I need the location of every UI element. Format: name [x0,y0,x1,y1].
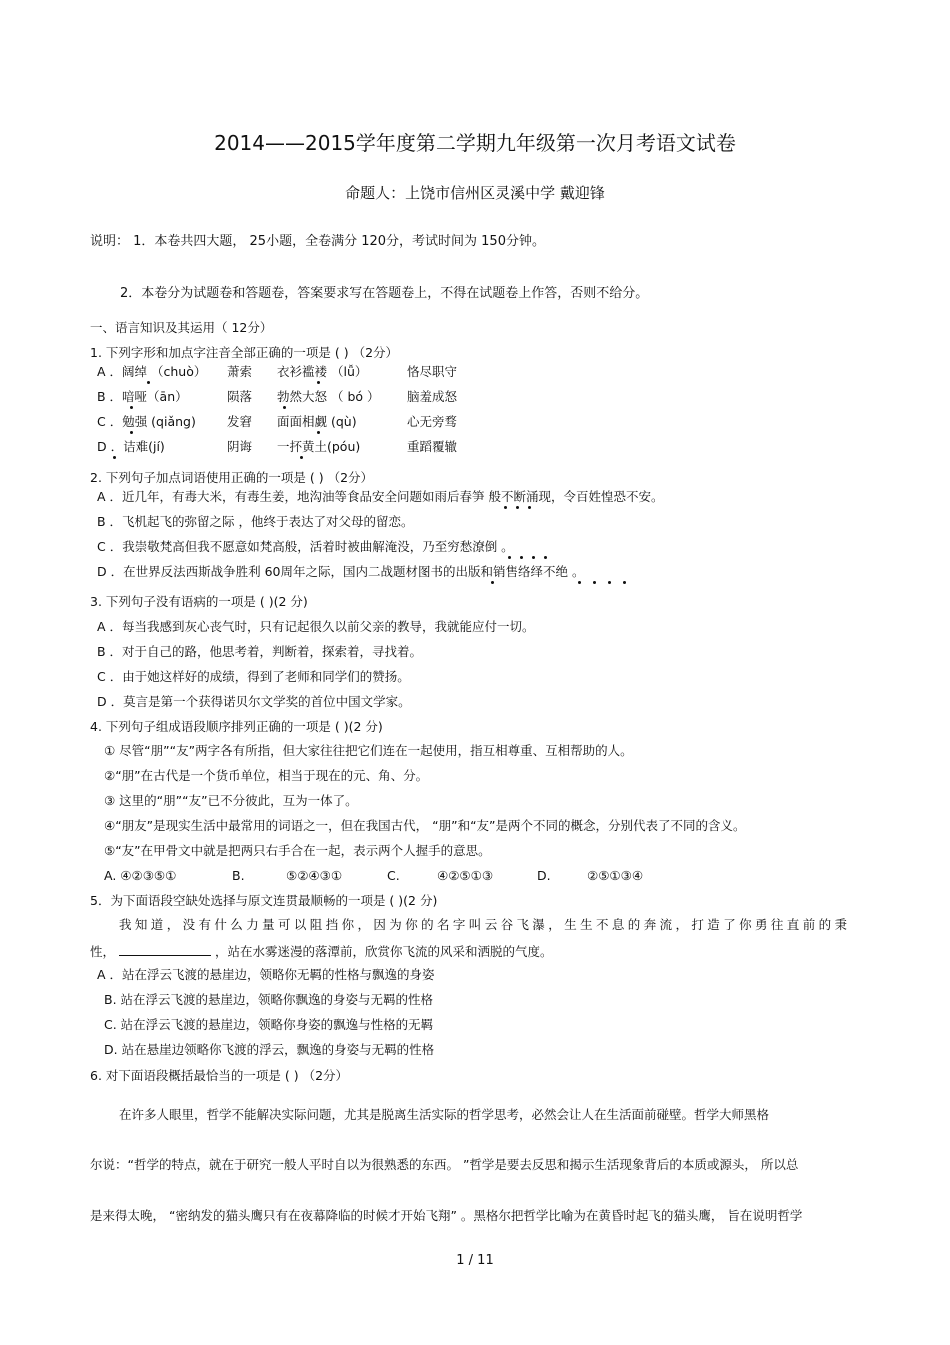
q1-option-b-col2: 陨落 [227,389,253,404]
q3-stem: 3. 下列句子没有语病的一项是 ( )(2 分) [90,594,308,609]
q4-item-2: ②“朋”在古代是一个货币单位，相当于现在的元、角、分。 [104,768,429,783]
q6-paragraph-line-1: 在许多人眼里，哲学不能解决实际问题，尤其是脱离生活实际的哲学思考，必然会让人在生活面前碰壁。哲学大师黑格 [119,1107,770,1122]
q5-paragraph-start: 性， [90,944,116,959]
q1-option-a-col4: 恪尽职守 [407,364,458,379]
q6-paragraph-line-2: 尔说：“哲学的特点，就在于研究一般人平时自以为很熟悉的东西。 ”哲学是要去反思和揭示生活现象背后的本质或源头， 所以总 [90,1157,799,1172]
emphasis-dot [528,506,531,509]
q5-paragraph-line-1: 我知道，没有什么力量可以阻挡你，因为你的名字叫云谷飞瀑，生生不息的奔流，打造了你勇往直前的秉 [119,917,851,932]
q5-stem: 5．为下面语段空缺处选择与原文连贯最顺畅的一项是 ( )(2 分) [90,893,438,908]
exam-title: 2014——2015学年度第二学期九年级第一次月考语文试卷 [214,131,736,155]
note-line-2: 2．本卷分为试题卷和答题卷，答案要求写在答题卷上，不得在试题卷上作答，否则不给分。 [120,286,649,301]
q4-choice-d-letter: D. [537,868,551,883]
q1-option-b-col4: 脑羞成怒 [407,389,458,404]
q5-option-c: C. 站在浮云飞渡的悬崖边，领略你身姿的飘逸与性格的无羁 [104,1017,434,1032]
emphasis-dot [623,581,626,584]
q4-item-4: ④“朋友”是现实生活中最常用的词语之一，但在我国古代， “朋”和“友”是两个不同的概念，分别代表了不同的含义。 [104,818,746,833]
emphasis-dot [317,431,320,434]
q3-option-a: A ．每当我感到灰心丧气时，只有记起很久以前父亲的教导，我就能应付一切。 [97,619,535,634]
q5-option-a: A ．站在浮云飞渡的悬崖边，领略你无羁的性格与飘逸的身姿 [97,967,435,982]
q1-option-c-col2: 发窘 [227,414,253,429]
emphasis-dot [608,581,611,584]
q6-paragraph-line-3: 是来得太晚， “密纳发的猫头鹰只有在夜幕降临的时候才开始飞翔” 。黑格尔把哲学比喻为在黄昏时起飞的猫头鹰， 旨在说明哲学 [90,1208,803,1223]
q3-option-c: C ．由于她这样好的成绩，得到了老师和同学们的赞扬。 [97,669,410,684]
answer-blank [119,943,211,956]
q4-choice-d: ②⑤①③④ [587,868,644,883]
section-heading: 一、语言知识及其运用（ 12分） [90,320,273,335]
q5-option-b: B. 站在浮云飞渡的悬崖边，领略你飘逸的身姿与无羁的性格 [104,992,434,1007]
emphasis-dot [130,431,133,434]
q6-stem: 6. 对下面语段概括最恰当的一项是 ( ) （2分） [90,1068,349,1083]
q4-choice-b: ⑤②④③① [286,868,343,883]
exam-author: 命题人：上饶市信州区灵溪中学 戴迎锋 [345,184,605,202]
emphasis-dot [520,556,523,559]
q4-item-5: ⑤“友”在甲骨文中就是把两只右手合在一起，表示两个人握手的意思。 [104,843,491,858]
q3-option-d: D ．莫言是第一个获得诺贝尔文学奖的首位中国文学家。 [97,694,411,709]
q2-option-d: D ．在世界反法西斯战争胜利 60周年之际，国内二战题材图书的出版和销售络绎不绝 。 [97,564,585,579]
q1-option-a-col1: A ．阔绰 （chuò） [97,364,207,379]
q2-option-b: B ．飞机起飞的弥留之际 ，他终于表达了对父母的留恋。 [97,514,414,529]
q1-option-c-col4: 心无旁骛 [407,414,458,429]
q4-choice-c-letter: C. [387,868,400,883]
q1-option-d-col4: 重蹈覆辙 [407,439,458,454]
q2-option-c: C ．我崇敬梵高但我不愿意如梵高般，活着时被曲解淹没，乃至穷愁潦倒 。 [97,539,514,554]
q1-stem: 1. 下列字形和加点字注音全部正确的一项是 ( ) （2分） [90,345,399,360]
emphasis-dot [113,456,116,459]
q1-option-b-col3: 勃然大怒 （ bó ） [277,389,380,404]
q4-choice-c: ④②⑤①③ [437,868,494,883]
emphasis-dot [283,406,286,409]
q3-option-b: B ．对于自己的路，他思考着，判断着，探索着，寻找着。 [97,644,423,659]
emphasis-dot [491,581,494,584]
q5-option-d: D. 站在悬崖边领略你飞渡的浮云，飘逸的身姿与无羁的性格 [104,1042,435,1057]
emphasis-dot [508,556,511,559]
emphasis-dot [532,556,535,559]
q1-option-d-col3: 一抔黄土(póu) [277,439,361,454]
page-number: 1 / 11 [456,1253,494,1268]
emphasis-dot [317,381,320,384]
q1-option-a-col2: 萧索 [227,364,253,379]
emphasis-dot [593,581,596,584]
q1-option-b-col1: B ．喑哑（ān） [97,389,188,404]
emphasis-dot [147,381,150,384]
q2-stem: 2. 下列句子加点词语使用正确的一项是 ( ) （2分） [90,470,374,485]
q5-paragraph-line-2 [90,943,553,960]
q4-stem: 4. 下列句子组成语段顺序排列正确的一项是 ( )(2 分) [90,719,383,734]
q1-option-a-col3: 衣衫褴褛 （lǚ） [277,364,368,379]
q4-choice-a: A. ④②③⑤① [104,868,177,883]
emphasis-dot [578,581,581,584]
q1-option-c-col1: C ．勉强 (qiǎng) [97,414,196,429]
q1-option-c-col3: 面面相觑 (qù) [277,414,357,429]
emphasis-dot [504,506,507,509]
emphasis-dot [130,406,133,409]
q4-choice-b-letter: B. [232,868,245,883]
emphasis-dot [516,506,519,509]
note-line-1: 说明： 1．本卷共四大题， 25小题，全卷满分 120分，考试时间为 150分钟。 [90,234,545,249]
q2-option-a: A ．近几年，有毒大米，有毒生姜，地沟油等食品安全问题如雨后春笋 般不断涌现，令百姓惶恐不安。 [97,489,664,504]
q1-option-d-col2: 阴诲 [227,439,253,454]
q4-item-1: ① 尽管“朋”“友”两字各有所指，但大家往往把它们连在一起使用，指互相尊重、互相帮助的人。 [104,743,633,758]
q4-item-3: ③ 这里的“朋”“友”已不分彼此，互为一体了。 [104,793,358,808]
q5-paragraph-end: ，站在水雾迷漫的落潭前，欣赏你飞流的风采和洒脱的气度。 [215,944,553,959]
q1-option-d-col1: D ．诘难(jí) [97,439,165,454]
emphasis-dot [544,556,547,559]
emphasis-dot [300,456,303,459]
